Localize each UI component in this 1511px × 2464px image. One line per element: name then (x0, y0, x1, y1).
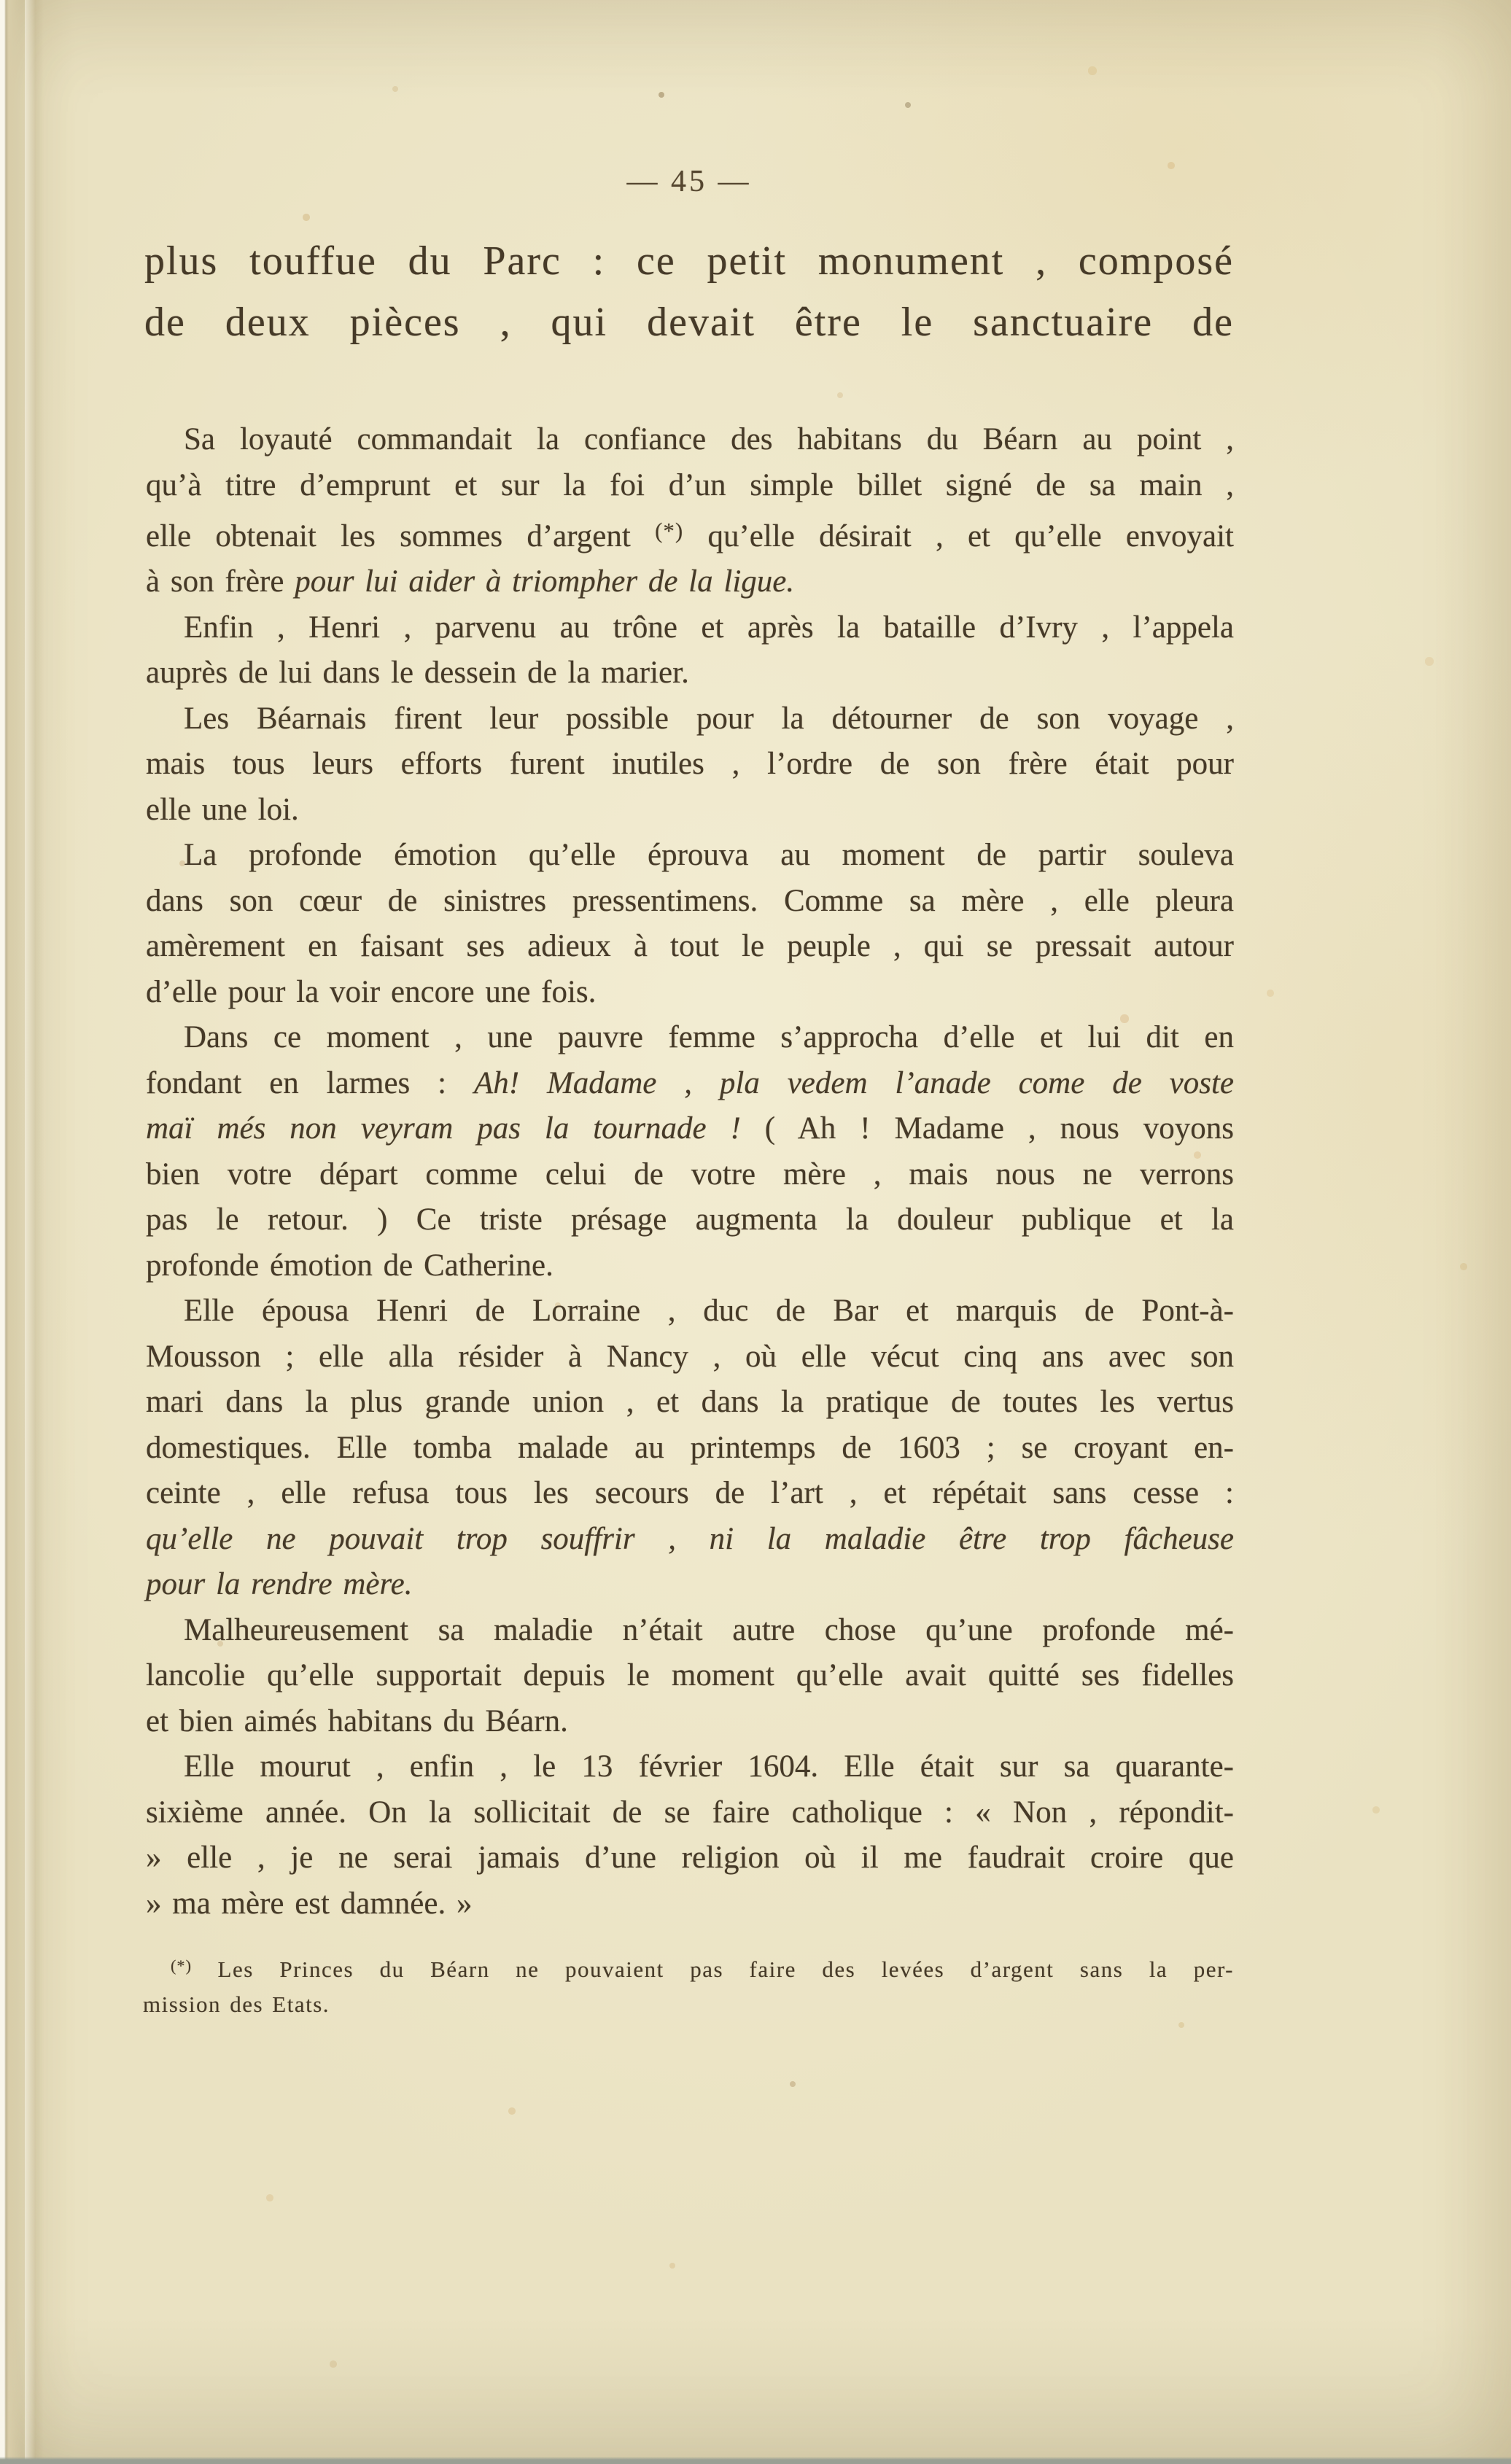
paragraph (146, 1015, 1234, 1289)
text-segment: mari dans la plus grande union , et dans la pratique de toutes les vertus (146, 1385, 1234, 1420)
paragraph (146, 417, 1234, 605)
italic-segment: maï més non veyram pas la tournade ! (146, 1111, 741, 1146)
paragraph (146, 696, 1234, 833)
text-segment: dans son cœur de sinistres pressentimens. Comme sa mère , elle pleura (146, 883, 1234, 918)
text-line (146, 1380, 1234, 1426)
text-line (146, 1517, 1234, 1563)
text-segment: amèrement en faisant ses adieux à tout le peuple , qui se pressait autour (146, 929, 1234, 964)
text-segment: qu’à titre d’emprunt et sur la foi d’un simple billet signé de sa main , (146, 467, 1234, 502)
text-segment: Les Princes du Béarn ne pouvaient pas faire des levées d’argent sans la per- (192, 1956, 1234, 1982)
page-left-edge (0, 0, 22, 2464)
text-segment: Les Béarnais firent leur possible pour la détourner de son voyage , (184, 701, 1234, 736)
text-line (146, 1334, 1234, 1380)
heading-continuation (144, 230, 1234, 353)
text-line (146, 1835, 1234, 1881)
text-segment: La profonde émotion qu’elle éprouva au moment de partir souleva (184, 838, 1234, 873)
text-segment: lancolie qu’elle supportait depuis le moment qu’elle avait quitté ses fidelles (146, 1658, 1234, 1693)
text-segment: et bien aimés habitans du Béarn. (146, 1703, 568, 1738)
italic-segment: Ah! Madame , pla vedem l’anade come de voste (473, 1065, 1234, 1100)
text-line (146, 650, 1234, 696)
text-line (146, 1471, 1234, 1517)
text-line (146, 1106, 1234, 1152)
text-line (146, 463, 1234, 509)
text-line (146, 788, 1234, 833)
text-segment: Elle mourut , enfin , le 13 février 1604. Elle était sur sa quarante- (184, 1749, 1234, 1784)
text-segment: » elle , je ne serai jamais d’une religion où il me faudrait croire que (146, 1841, 1234, 1876)
text-line (146, 1197, 1234, 1243)
text-segment: Enfin , Henri , parvenu au trône et après la bataille d’Ivry , l’appela (184, 610, 1234, 645)
text-line (146, 1015, 1234, 1061)
text-segment: Malheureusement sa maladie n’était autre chose qu’une profonde mé- (184, 1612, 1234, 1647)
text-line (146, 1881, 1234, 1927)
text-segment: elle une loi. (146, 792, 299, 827)
text-segment: » ma mère est damnée. » (146, 1886, 473, 1921)
text-line (146, 833, 1234, 879)
text-line (146, 508, 1234, 559)
italic-segment: pour lui aider à triompher de la ligue. (295, 564, 795, 599)
text-line (146, 1699, 1234, 1745)
text-line (146, 417, 1234, 463)
text-line (146, 1061, 1234, 1107)
text-segment: Mousson ; elle alla résider à Nancy , où elle vécut cinq ans avec son (146, 1339, 1234, 1374)
text-line (146, 559, 1234, 605)
text-segment: domestiques. Elle tomba malade au printemps de 1603 ; se croyant en- (146, 1430, 1234, 1465)
text-segment: Dans ce moment , une pauvre femme s’approcha d’elle et lui dit en (184, 1020, 1234, 1055)
paragraph (146, 1289, 1234, 1608)
paragraph (146, 1744, 1234, 1927)
heading-line: plus touffue du Parc : ce petit monument , composé (144, 238, 1234, 284)
text-segment: profonde émotion de Catherine. (146, 1248, 553, 1283)
footnote (143, 1948, 1234, 2022)
text-segment: pas le retour. ) Ce triste présage augmenta la douleur publique et la (146, 1202, 1234, 1237)
paragraph (146, 605, 1234, 696)
text-line (146, 1243, 1234, 1289)
text-segment: Sa loyauté commandait la confiance des habitans du Béarn au point , (184, 422, 1234, 456)
page-body (146, 417, 1234, 1927)
text-line (146, 924, 1234, 970)
text-line (146, 1562, 1234, 1608)
text-line (143, 1987, 1234, 2022)
text-line (146, 742, 1234, 788)
text-line (146, 1152, 1234, 1198)
text-segment: ( Ah ! Madame , nous voyons (740, 1111, 1234, 1146)
footnote-marker: (*) (655, 518, 684, 543)
paragraph (146, 833, 1234, 1015)
page-number: — 45 — (626, 165, 752, 198)
text-line (146, 1653, 1234, 1699)
foxing-spots (0, 0, 3, 3)
text-segment: elle obtenait les sommes d’argent (146, 518, 656, 553)
text-line (146, 1790, 1234, 1836)
text-segment: fondant en larmes : (146, 1065, 474, 1100)
text-segment: à son frère (146, 564, 295, 599)
text-segment: d’elle pour la voir encore une fois. (146, 974, 597, 1009)
text-line (146, 1289, 1234, 1334)
page-crease (25, 0, 44, 2464)
text-line (146, 605, 1234, 651)
text-line (146, 1608, 1234, 1654)
text-segment: sixième année. On la sollicitait de se faire catholique : « Non , répondit- (146, 1795, 1234, 1830)
footnote-marker: (*) (171, 1956, 193, 1975)
text-segment: auprès de lui dans le dessein de la marier. (146, 656, 689, 691)
italic-segment: pour la rendre mère. (146, 1567, 413, 1602)
text-line (146, 879, 1234, 925)
page-bottom-edge (0, 2457, 1511, 2464)
italic-segment: qu’elle ne pouvait trop souffrir , ni la maladie être trop fâcheuse (146, 1521, 1234, 1556)
text-segment: bien votre départ comme celui de votre mère , mais nous ne verrons (146, 1157, 1234, 1192)
text-line (146, 970, 1234, 1016)
paragraph (146, 1608, 1234, 1745)
text-line (143, 1948, 1234, 1987)
text-segment: qu’elle désirait , et qu’elle envoyait (683, 518, 1234, 553)
text-line (146, 1744, 1234, 1790)
text-line (146, 696, 1234, 742)
text-line (146, 1426, 1234, 1472)
text-segment: mission des Etats. (143, 1991, 330, 2017)
text-segment: ceinte , elle refusa tous les secours de l’art , et répétait sans cesse : (146, 1476, 1234, 1511)
text-segment: Elle épousa Henri de Lorraine , duc de Bar et marquis de Pont-à- (184, 1294, 1234, 1329)
text-segment: mais tous leurs efforts furent inutiles , l’ordre de son frère était pour (146, 747, 1234, 782)
heading-line: de deux pièces , qui devait être le sanctuaire de (144, 300, 1234, 345)
